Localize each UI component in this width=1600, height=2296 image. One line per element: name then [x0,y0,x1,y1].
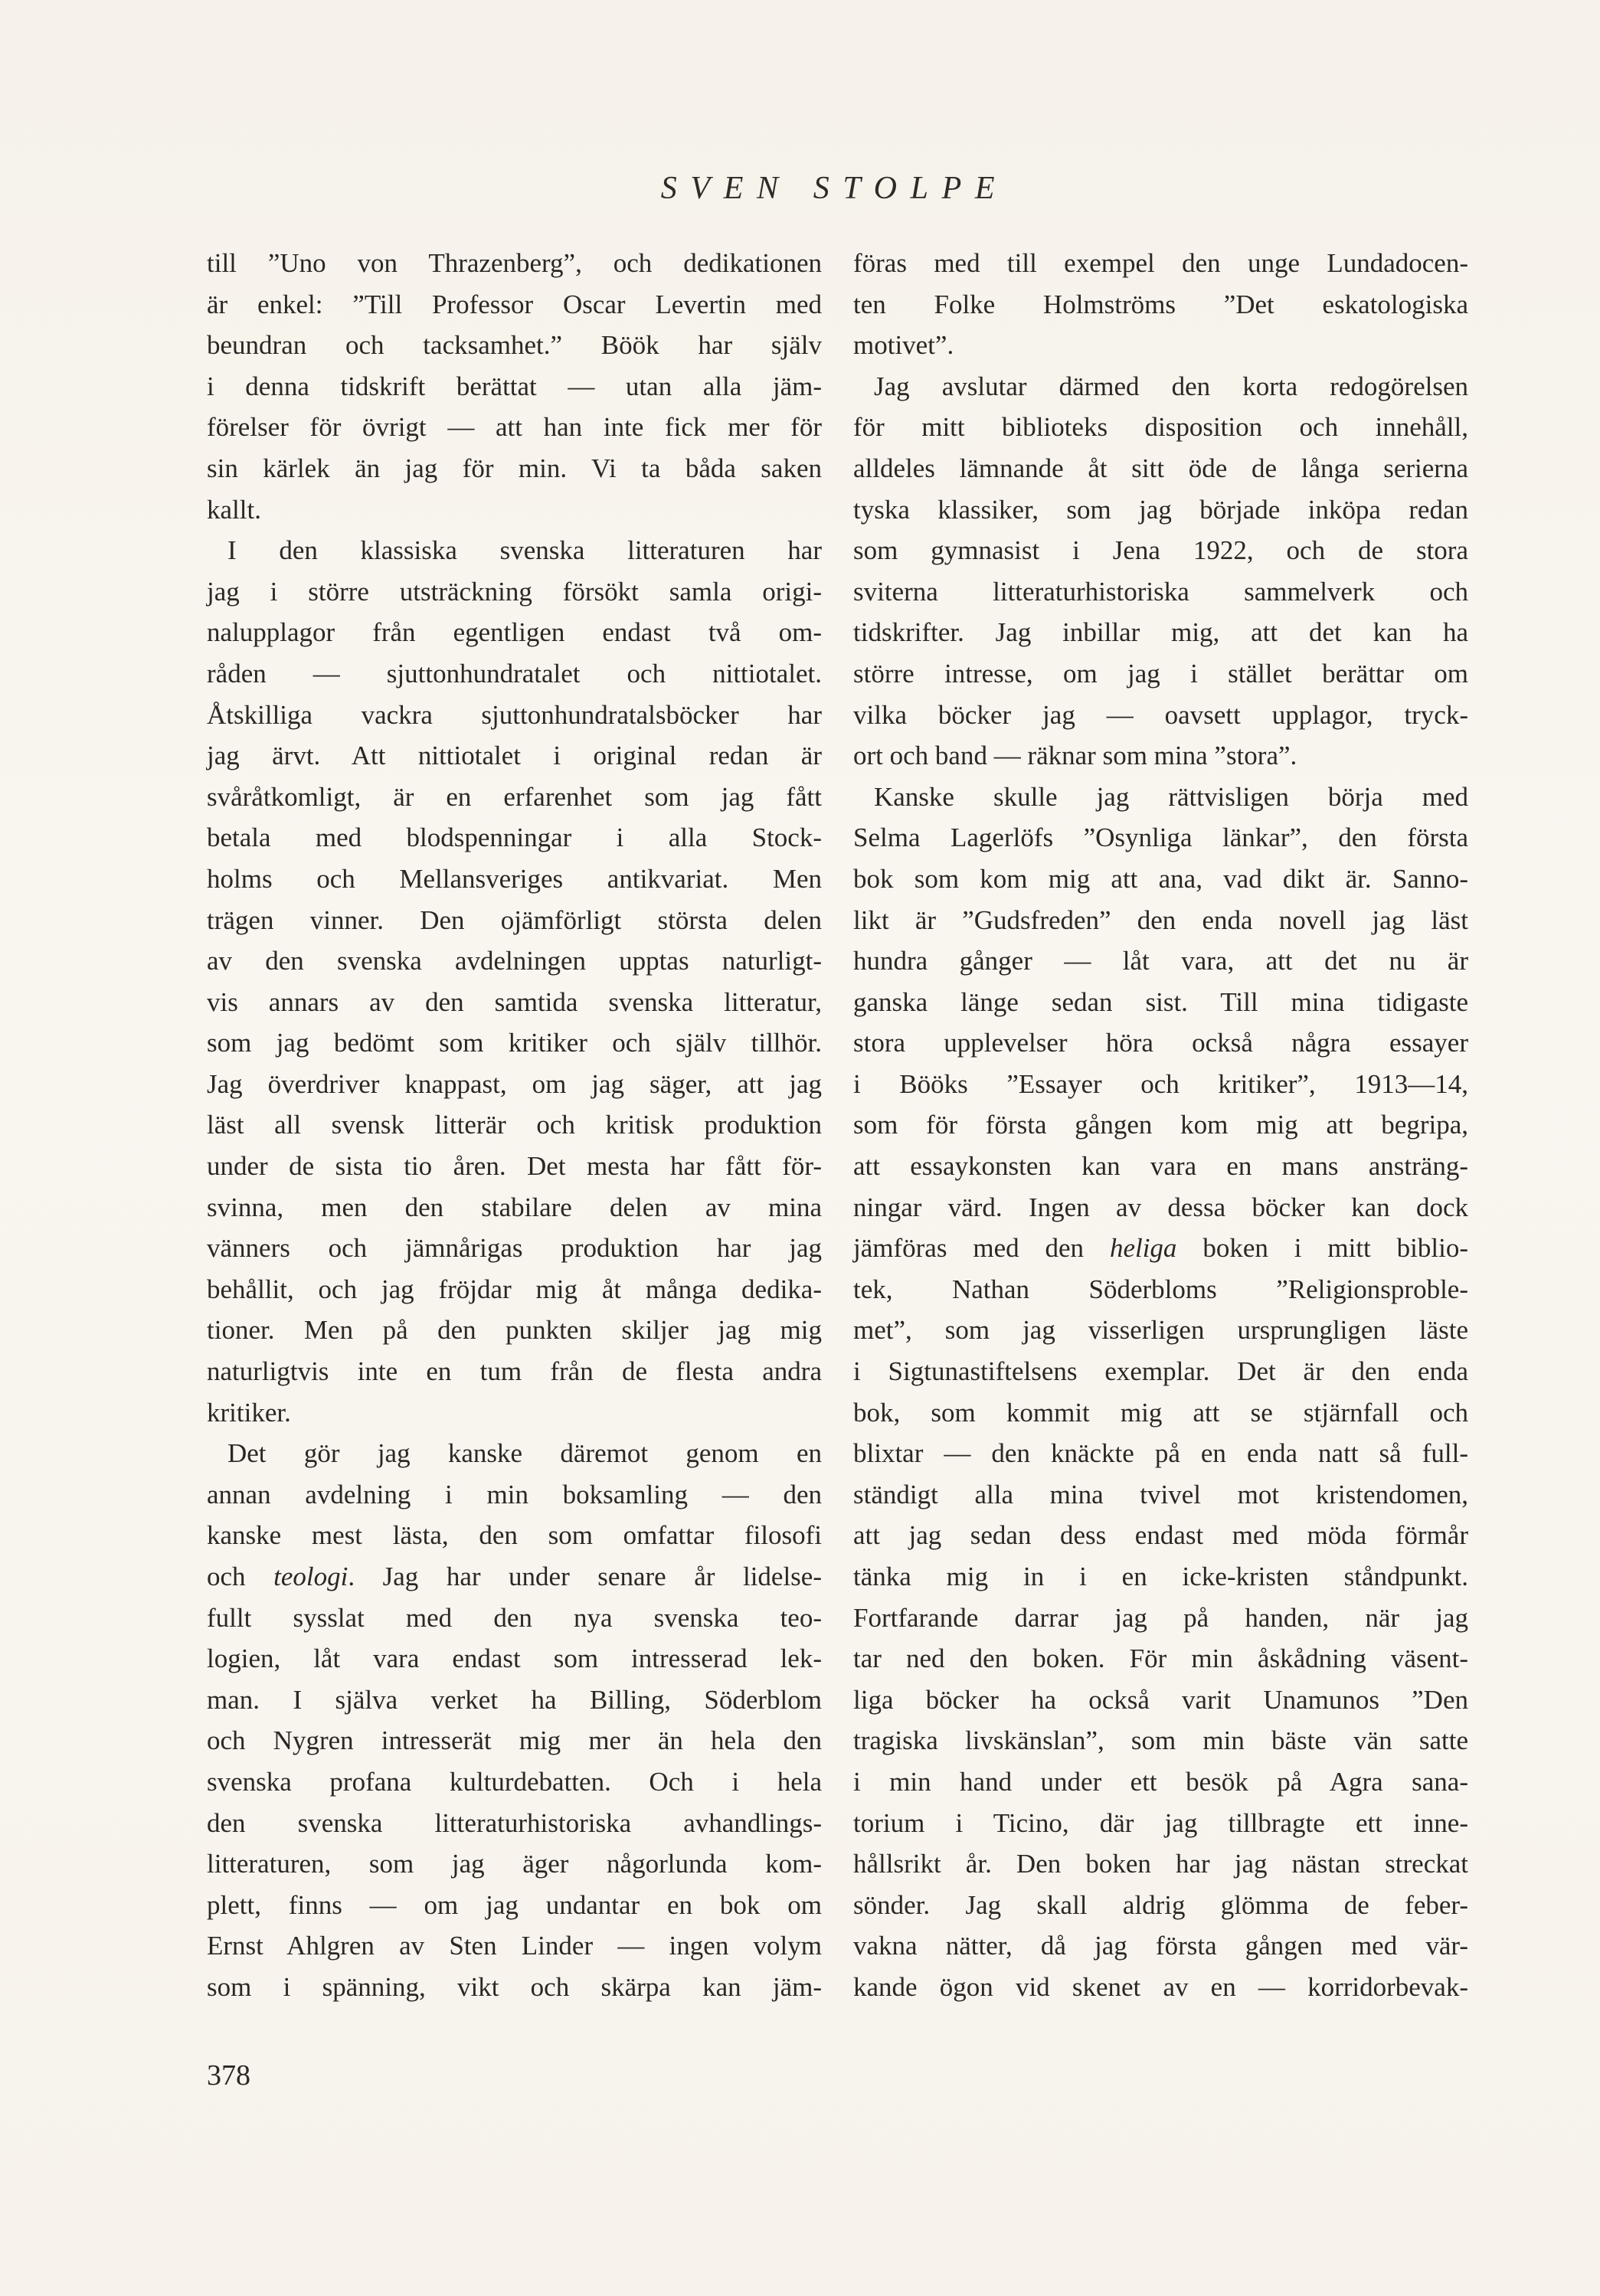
text-line: met”, som jag visserligen ursprungligen läste [853,1315,1468,1346]
text-column-right [853,243,1468,2008]
text-line: behållit, och jag fröjdar mig åt många dedika- [207,1274,822,1304]
text-line: bok som kom mig att ana, vad dikt är. Sanno- [853,863,1468,894]
text-line: svåråtkomligt, är en erfarenhet som jag fått [207,781,822,812]
text-line: torium i Ticino, där jag tillbragte ett inne- [853,1807,1468,1838]
text-line: i min hand under ett besök på Agra sana- [853,1766,1468,1797]
text-line: tar ned den boken. För min åskådning väsent- [853,1644,1468,1674]
text-line: alldeles lämnande åt sitt öde de långa serierna [853,453,1468,483]
text-line: Selma Lagerlöfs ”Osynliga länkar”, den första [853,823,1468,853]
paragraph [207,530,822,1433]
text-line: beundran och tacksamhet.” Böök har själv [207,330,822,361]
text-line: till ”Uno von Thrazenberg”, och dedikationen [207,248,822,278]
text-line: i Bööks ”Essayer och kritiker”, 1913—14, [853,1068,1468,1099]
text-line: föras med till exempel den unge Lundadocen- [853,248,1468,278]
text-segment: jämföras med den [853,1233,1110,1264]
text-line: liga böcker ha också varit Unamunos ”Den [853,1684,1468,1715]
text-line: som jag bedömt som kritiker och själv tillhör. [207,1028,822,1058]
running-head-author: SVEN STOLPE [660,171,1009,206]
text-line: logien, låt vara endast som intresserad lek- [207,1644,822,1674]
text-line: ten Folke Holmströms ”Det eskatologiska [853,289,1468,319]
text-line: tyska klassiker, som jag började inköpa redan [853,494,1468,525]
text-line: och Nygren intresserät mig mer än hela den [207,1725,822,1756]
text-line: kritiker. [207,1397,291,1428]
text-line: i Sigtunastiftelsens exemplar. Det är den enda [853,1356,1468,1387]
text-line: kanske mest lästa, den som omfattar filosofi [207,1520,822,1551]
text-line: blixtar — den knäckte på en enda natt så full- [853,1438,1468,1469]
text-line: Kanske skulle jag rättvisligen börja med [874,781,1468,812]
text-line: ständigt alla mina tvivel mot kristendomen, [853,1479,1468,1509]
text-line: som för första gången kom mig att begripa, [853,1110,1468,1140]
text-line: förelser för övrigt — att han inte fick mer för [207,412,822,443]
text-line: likt är ”Gudsfreden” den enda novell jag läst [853,904,1468,935]
text-segment: boken i mitt biblio- [1176,1233,1468,1264]
text-line: tioner. Men på den punkten skiljer jag mig [207,1315,822,1346]
text-line: som i spänning, vikt och skärpa kan jäm- [207,1971,822,2002]
text-line: den svenska litteraturhistoriska avhandlings- [207,1807,822,1838]
text-line: I den klassiska svenska litteraturen har [227,535,822,566]
text-line: Åtskilliga vackra sjuttonhundratalsböcker har [207,699,822,730]
text-line: är enkel: ”Till Professor Oscar Levertin med [207,289,822,319]
text-line: tragiska livskänslan”, som min bäste vän satte [853,1725,1468,1756]
text-line: vilka böcker jag — oavsett upplagor, tryck- [853,699,1468,730]
text-line: vänners och jämnårigas produktion har jag [207,1233,822,1264]
page-number: 378 [207,2059,250,2092]
text-line: råden — sjuttonhundratalet och nittiotalet. [207,658,822,688]
text-line: vis annars av den samtida svenska litteratur, [207,986,822,1017]
text-line: sin kärlek än jag för min. Vi ta båda saken [207,453,822,483]
text-line: hundra gånger — låt vara, att det nu är [853,946,1468,976]
text-line: man. I själva verket ha Billing, Söderblom [207,1684,822,1715]
text-line: betala med blodspenningar i alla Stock- [207,823,822,853]
paragraph [207,243,822,530]
text-line: holms och Mellansveriges antikvariat. Men [207,863,822,894]
text-line [853,1228,1468,1269]
text-segment: och [207,1562,274,1591]
italic-text: teologi [273,1562,348,1591]
text-line: Jag överdriver knappast, om jag säger, att jag [207,1068,822,1099]
text-line: Det gör jag kanske däremot genom en [227,1438,822,1469]
text-line: bok, som kommit mig att se stjärnfall och [853,1397,1468,1428]
text-line: stora upplevelser höra också några essayer [853,1028,1468,1058]
text-line: ningar värd. Ingen av dessa böcker kan dock [853,1192,1468,1222]
text-column-left [207,243,822,2008]
text-line: ganska länge sedan sist. Till mina tidigaste [853,986,1468,1017]
text-line: sönder. Jag skall aldrig glömma de feber- [853,1889,1468,1920]
text-line: under de sista tio åren. Det mesta har fått för- [207,1151,822,1182]
text-line: tek, Nathan Söderbloms ”Religionsproble- [853,1274,1468,1304]
text-line: annan avdelning i min boksamling — den [207,1479,822,1509]
paragraph [853,243,1468,366]
text-line: vakna nätter, då jag första gången med vär- [853,1931,1468,1961]
text-line: att essaykonsten kan vara en mans ansträng- [853,1151,1468,1182]
text-line: kande ögon vid skenet av en — korridorbevak- [853,1971,1468,2002]
text-line: Jag avslutar därmed den korta redogörelsen [874,371,1468,401]
text-line: svenska profana kulturdebatten. Och i hela [207,1766,822,1797]
italic-text: heliga [1109,1233,1177,1264]
text-line: trägen vinner. Den ojämförligt största delen [207,904,822,935]
text-line: jag ärvt. Att nittiotalet i original redan är [207,741,822,771]
text-line: hållsrikt år. Den boken har jag nästan streckat [853,1849,1468,1879]
text-line: tänka mig in i en icke-kristen ståndpunkt. [853,1562,1468,1591]
text-line: jag i större utsträckning försökt samla origi- [207,576,822,607]
text-line: Ernst Ahlgren av Sten Linder — ingen volym [207,1931,822,1961]
paragraph [207,1433,822,2007]
text-line: större intresse, om jag i stället berättar om [853,658,1468,688]
text-line: svinna, men den stabilare delen av mina [207,1192,822,1222]
text-segment: . Jag har under senare år lidelse- [348,1562,822,1591]
text-line: nalupplagor från egentligen endast två om- [207,617,822,648]
text-line: för mitt biblioteks disposition och innehåll, [853,412,1468,443]
text-line: Fortfarande darrar jag på handen, när jag [853,1602,1468,1633]
text-line: fullt sysslat med den nya svenska teo- [207,1602,822,1633]
text-line: tidskrifter. Jag inbillar mig, att det kan ha [853,617,1468,648]
text-line: läst all svensk litterär och kritisk produktion [207,1110,822,1140]
paragraph [853,777,1468,2008]
text-line: som gymnasist i Jena 1922, och de stora [853,535,1468,566]
paragraph [853,366,1468,777]
text-line: litteraturen, som jag äger någorlunda kom- [207,1849,822,1879]
text-line: ort och band — räknar som mina ”stora”. [853,741,1297,771]
text-line: sviterna litteraturhistoriska sammelverk och [853,576,1468,607]
text-line: kallt. [207,494,261,525]
text-line: motivet”. [853,330,954,361]
text-line: naturligtvis inte en tum från de flesta andra [207,1356,822,1387]
text-line: av den svenska avdelningen upptas naturligt- [207,946,822,976]
text-line: plett, finns — om jag undantar en bok om [207,1889,822,1920]
text-line: i denna tidskrift berättat — utan alla jäm- [207,371,822,401]
text-line: att jag sedan dess endast med möda förmår [853,1520,1468,1551]
text-line [207,1556,822,1598]
